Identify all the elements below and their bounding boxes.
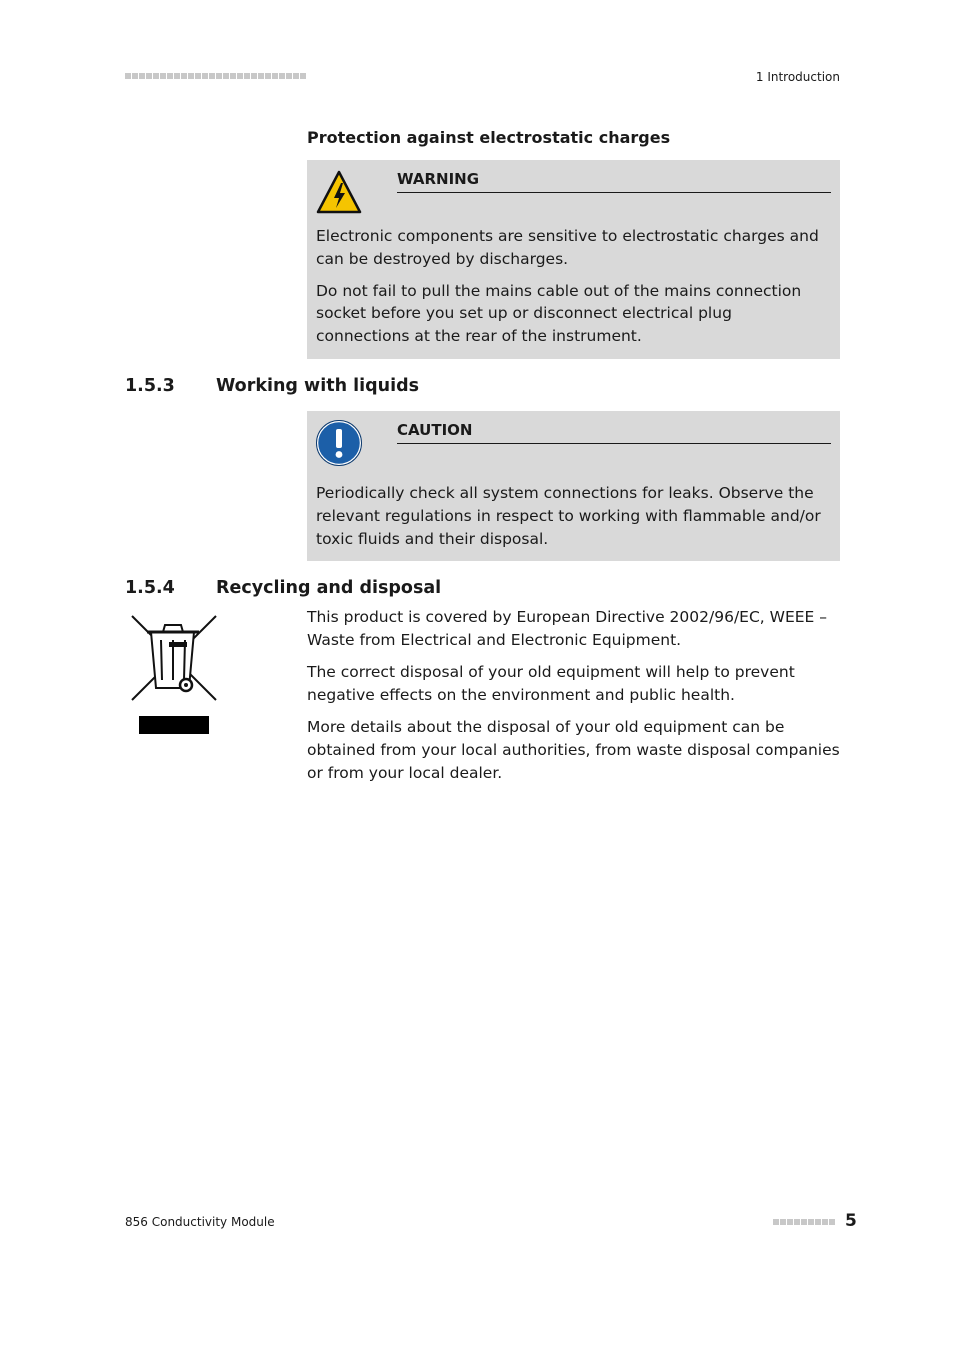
warning-box bbox=[307, 160, 840, 359]
footer-product-name: 856 Conductivity Module bbox=[125, 1215, 275, 1229]
section-number: 1.5.4 bbox=[125, 578, 175, 598]
recycling-paragraph: The correct disposal of your old equipment will help to prevent negative effects on the environment and public health. bbox=[307, 663, 795, 704]
section-number: 1.5.3 bbox=[125, 376, 175, 396]
crossed-out-wheelie-bin-icon bbox=[129, 612, 219, 737]
caution-body bbox=[316, 482, 830, 559]
header-decoration bbox=[125, 73, 306, 79]
warning-paragraph: Do not fail to pull the mains cable out of the mains connection socket before you set up or disconnect electrical plug connections at the rear of the instrument. bbox=[316, 281, 802, 346]
header-chapter: 1 Introduction bbox=[755, 70, 840, 84]
page-number: 5 bbox=[845, 1211, 857, 1231]
recycling-paragraph: This product is covered by European Directive 2002/96/EC, WEEE – Waste from Electrical and Electronic Equipment. bbox=[307, 608, 828, 649]
caution-paragraph: Periodically check all system connections for leaks. Observe the relevant regulations in respect to working with flammable and/or toxic fluids and their disposal. bbox=[316, 484, 821, 548]
section-title: Working with liquids bbox=[216, 376, 420, 396]
recycling-body bbox=[307, 606, 842, 794]
caution-title: CAUTION bbox=[397, 421, 831, 444]
exclamation-circle-icon bbox=[316, 420, 362, 466]
footer-decoration bbox=[773, 1219, 835, 1225]
section-title: Recycling and disposal bbox=[216, 578, 442, 598]
warning-title: WARNING bbox=[397, 170, 831, 193]
warning-body bbox=[316, 225, 830, 357]
warning-paragraph: Electronic components are sensitive to electrostatic charges and can be destroyed by discharges. bbox=[316, 227, 819, 268]
caution-box bbox=[307, 411, 840, 561]
recycling-paragraph: More details about the disposal of your old equipment can be obtained from your local authorities, from waste disposal companies or from your local dealer. bbox=[307, 718, 840, 782]
electrical-hazard-triangle-icon bbox=[316, 169, 362, 215]
subheading-electrostatic: Protection against electrostatic charges bbox=[307, 128, 671, 147]
